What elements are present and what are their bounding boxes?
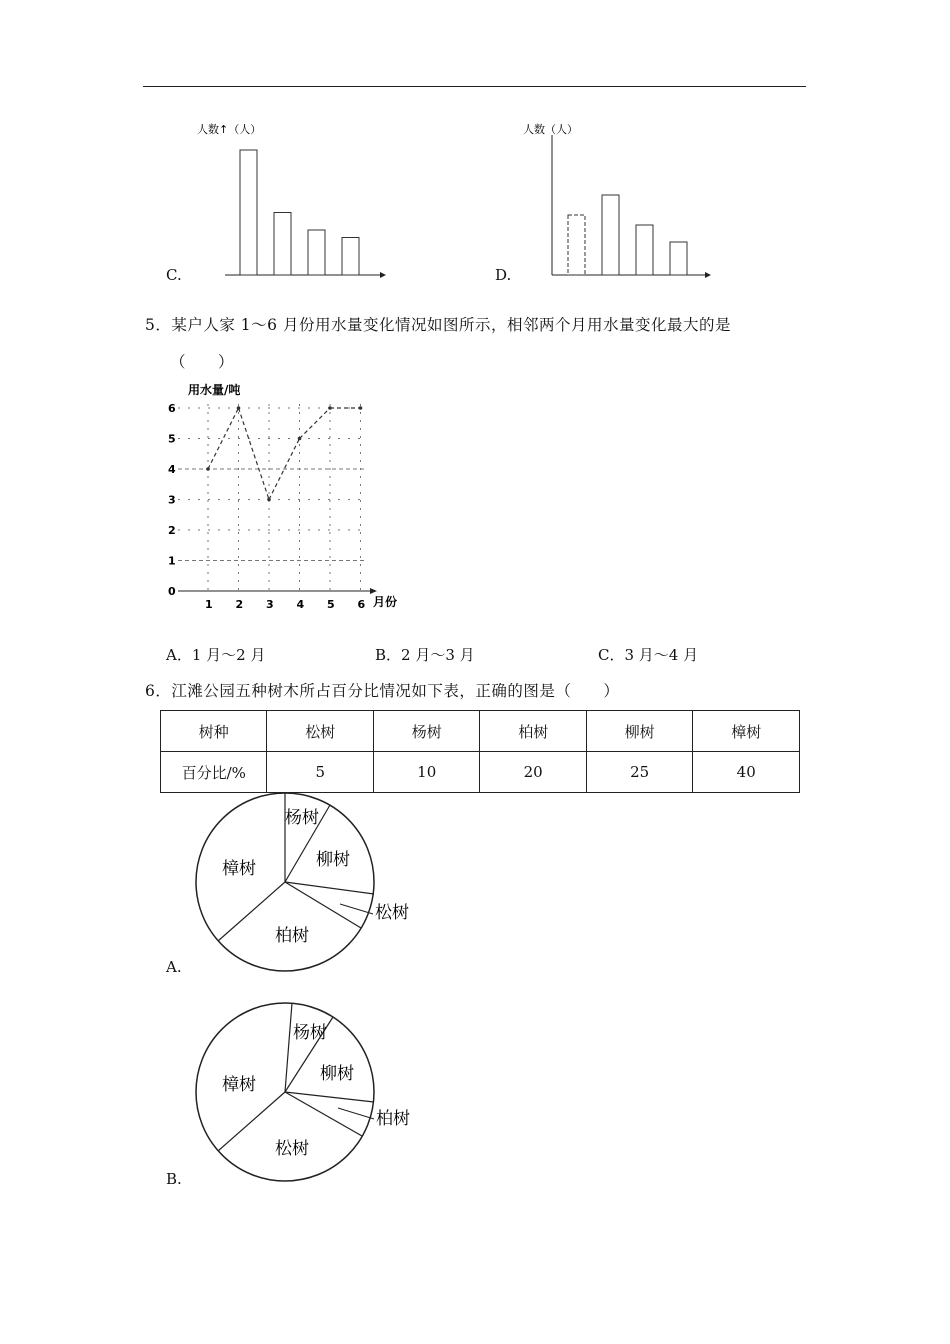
bar (342, 238, 359, 276)
pie-chart-a (190, 792, 430, 974)
table-cell: 柏树 (480, 711, 586, 752)
data-point (267, 498, 271, 502)
bars-d (568, 195, 687, 275)
y-tick-label: 0 (168, 585, 176, 598)
pie-a-label: 樟树 (222, 859, 256, 879)
chart-y-label: 用水量/吨 (188, 383, 241, 397)
bar-chart-option-c (185, 115, 395, 285)
pie-b-label: 柏树 (376, 1109, 410, 1129)
data-point (237, 406, 241, 410)
question-5-text: 5．某户人家 1～6 月份用水量变化情况如图所示，相邻两个月用水量变化最大的是 (145, 316, 731, 334)
water-usage-chart (160, 378, 410, 618)
series-segment (208, 408, 239, 469)
data-point (359, 406, 363, 410)
chart-x-axis-arrow (370, 588, 377, 594)
table-header-row (161, 711, 800, 752)
x-axis-arrow-d (705, 272, 711, 278)
pie-chart-b (190, 1002, 430, 1184)
table-cell: 树种 (161, 711, 267, 752)
y-tick-label: 5 (168, 432, 176, 446)
bar (240, 150, 257, 275)
tree-percentage-table (160, 710, 800, 793)
table-row (161, 752, 800, 793)
series-segment (300, 408, 331, 439)
choice-a[interactable]: A．1 月～2 月 (166, 646, 266, 664)
bar (670, 242, 687, 275)
table-cell: 40 (693, 752, 800, 793)
pie-b-label: 松树 (275, 1139, 309, 1159)
table-cell: 松树 (267, 711, 373, 752)
pie-a-label: 柳树 (316, 850, 350, 870)
question-5-paren: （ ） (170, 353, 235, 371)
bar (602, 195, 619, 275)
data-point (328, 406, 332, 410)
table-cell: 20 (480, 752, 586, 793)
pie-b-label: 杨树 (293, 1023, 327, 1043)
pie-a-option-label[interactable]: A. (166, 958, 182, 976)
chart-grid (178, 404, 365, 591)
table-cell: 25 (586, 752, 692, 793)
x-tick-label: 2 (235, 598, 244, 611)
y-axis-label-c: 人数↑（人） (197, 123, 262, 136)
pie-a-label: 杨树 (285, 808, 319, 828)
table-cell: 10 (373, 752, 479, 793)
x-tick-label: 1 (205, 598, 213, 611)
bar (568, 215, 585, 275)
pie-a-divider (285, 882, 361, 928)
table-cell: 5 (267, 752, 373, 793)
y-tick-label: 1 (168, 554, 176, 568)
chart-x-ticks (205, 598, 366, 611)
chart-series-line (206, 406, 362, 501)
pie-b-option-label[interactable]: B. (166, 1170, 182, 1188)
y-tick-label: 2 (168, 524, 176, 537)
y-tick-label: 6 (168, 402, 176, 415)
pie-b-label: 柳树 (320, 1064, 354, 1084)
data-point (206, 467, 210, 471)
pie-a-label: 柏树 (275, 926, 309, 946)
option-c-label[interactable]: C. (166, 266, 182, 284)
table-cell: 柳树 (586, 711, 692, 752)
pie-a-label: 松树 (375, 903, 409, 923)
option-d-label[interactable]: D. (495, 266, 512, 284)
table-cell: 百分比/% (161, 752, 267, 793)
choice-b[interactable]: B．2 月～3 月 (375, 646, 475, 664)
pie-a-leader-line (340, 904, 373, 914)
bar-chart-option-d (515, 115, 725, 285)
x-tick-label: 3 (266, 598, 274, 611)
y-tick-label: 4 (168, 463, 176, 476)
pie-b-label: 樟树 (222, 1075, 256, 1095)
x-tick-label: 4 (296, 598, 305, 611)
x-tick-label: 6 (357, 598, 366, 611)
y-axis-label-d: 人数（人） (523, 123, 578, 136)
bar (274, 213, 291, 276)
bars-c (240, 150, 359, 275)
pie-b-divider (285, 1092, 374, 1102)
chart-x-label: 月份 (373, 595, 398, 609)
header-rule (143, 86, 806, 87)
chart-y-ticks (168, 402, 176, 598)
data-point (298, 437, 302, 441)
pie-b-divider (285, 1003, 292, 1092)
question-6-text: 6．江滩公园五种树木所占百分比情况如下表，正确的图是（ ） (145, 682, 620, 700)
pie-b-leader-line (338, 1108, 374, 1119)
series-segment (239, 408, 270, 500)
bar (308, 230, 325, 275)
choice-c[interactable]: C．3 月～4 月 (598, 646, 699, 664)
x-tick-label: 5 (327, 598, 335, 611)
table-cell: 杨树 (373, 711, 479, 752)
pie-b-divider (285, 1092, 362, 1136)
bar (636, 225, 653, 275)
pie-a-divider (285, 882, 374, 894)
x-axis-arrow-c (380, 272, 386, 278)
y-tick-label: 3 (168, 493, 176, 507)
table-cell: 樟树 (693, 711, 800, 752)
